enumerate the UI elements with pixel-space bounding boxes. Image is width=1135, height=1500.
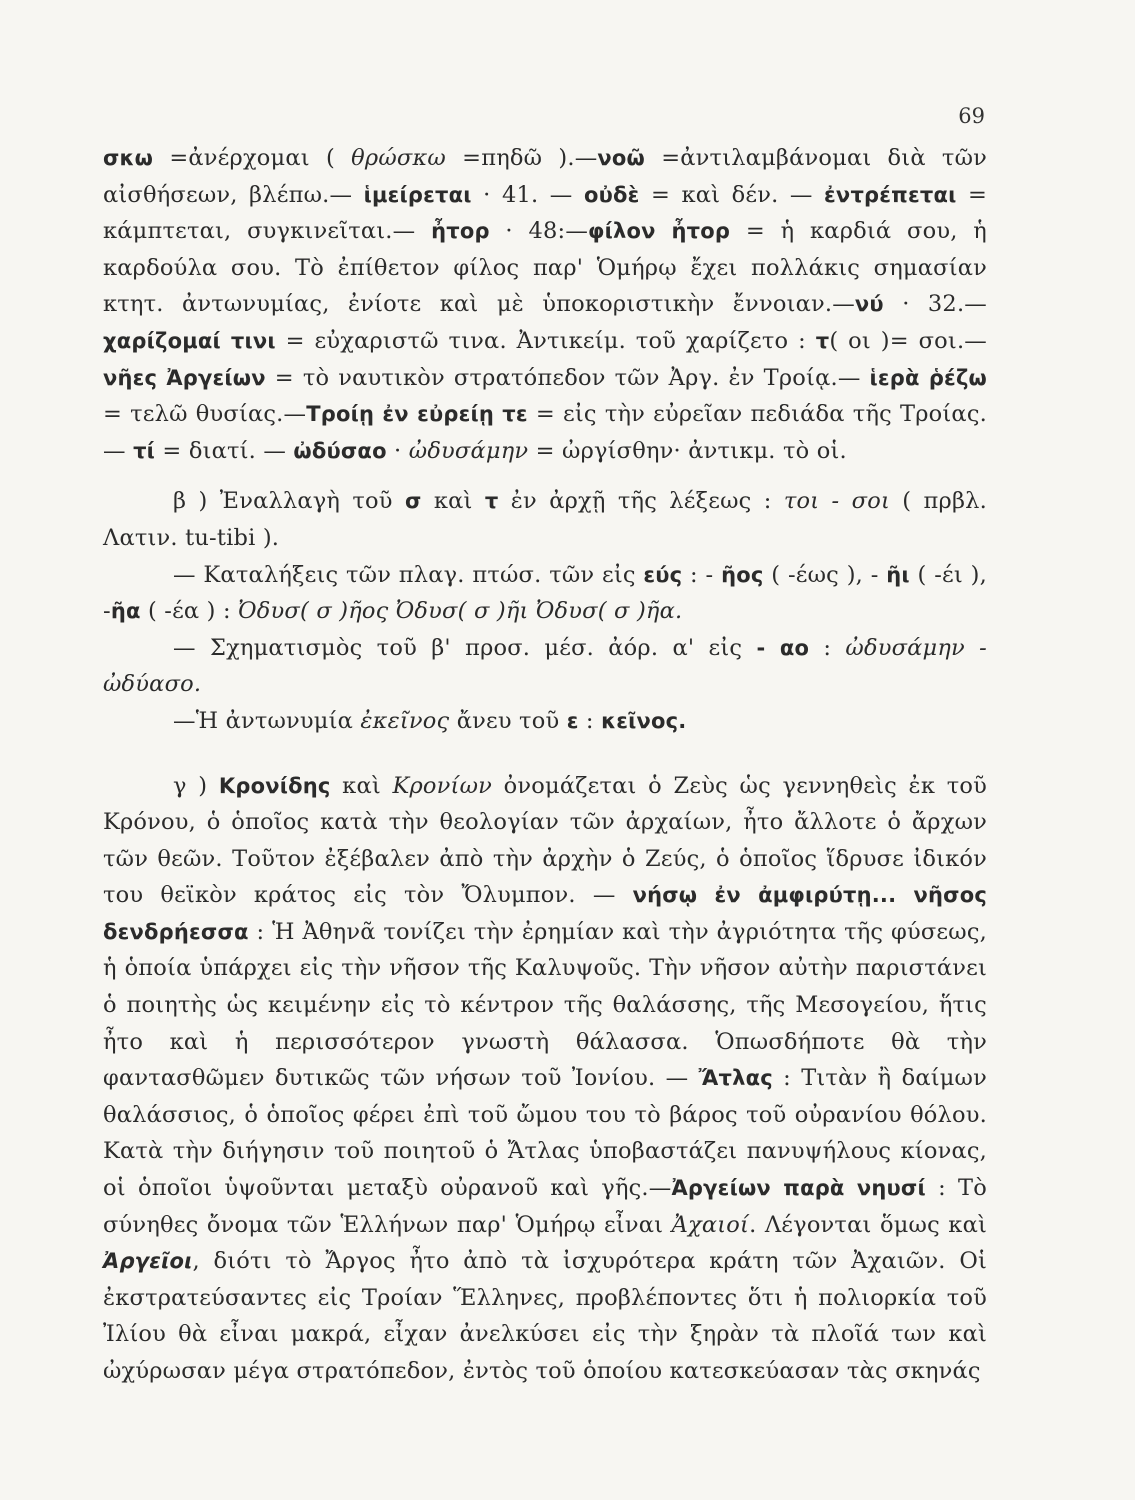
text-run: καὶ — [330, 772, 393, 799]
text-run: = καὶ δέν. — — [639, 181, 825, 208]
bold-term: ῆι — [886, 562, 910, 587]
text-run: = τὸ ναυτικὸν στρατόπεδον τῶν Ἀργ. ἐν Τροίᾳ.— — [265, 364, 870, 391]
bold-term: χαρίζομαί τινι — [103, 328, 276, 353]
text-run: · 32.— — [883, 291, 988, 318]
bold-term: τί — [133, 438, 156, 463]
text-run: β ) Ἐναλλαγὴ τοῦ — [173, 488, 405, 515]
text-run: ὀνομάζεται ὁ Ζεὺς ὡς γεννηθεὶς ἐκ τοῦ Κρόνου, ὁ ὁποῖος κατὰ τὴν θεολογίαν τῶν ἀρχαίων, ἦτο ἄλλοτε ὁ ἄρχων τῶν θεῶν. Τοῦτον ἐξέβαλεν ἀπὸ τὴν ἀρχὴν ὁ Ζεύς, ὁ ὁποῖος ἵδρυσε ἰδικόν του θεϊκὸν κράτος εἰς τὸν Ὄλυμπον. — — [103, 772, 987, 909]
text-run: ( οι )= σοι.— — [829, 327, 987, 354]
text-run: = κάμπτεται, συγκινεῖται.— — [103, 181, 987, 245]
italic-term: ὠδυσάμην - ὠδύασο. — [103, 634, 987, 698]
text-run: , διότι τὸ Ἄργος ἦτο ἀπὸ τὰ ἰσχυρότερα κράτη τῶν Ἀχαιῶν. Οἱ ἐκστρατεύσαντες εἰς Τροίαν Ἕλληνες, προβλέποντες ὅτι ἡ πολιορκία τοῦ Ἰλίου θὰ εἶναι μακρά, εἶχαν ἀνελκύσει εἰς τὴν ξηρὰν τὰ πλοῖά των καὶ ὠχύρωσαν μέγα στρατόπεδον, ἐντὸς τοῦ ὁποίου κατεσκεύασαν τὰς σκηνάς — [103, 1248, 987, 1384]
text-run: —Ἡ ἀντωνυμία — [173, 707, 361, 734]
bold-term: Κρονίδης — [218, 773, 331, 798]
text-run: = διατί. — — [155, 437, 294, 464]
bold-term: νῆες Ἀργείων — [103, 365, 266, 390]
bold-term: Ἄτλας — [698, 1066, 773, 1091]
text-run: ( -έα ) : — [140, 598, 239, 625]
bold-term: - αο — [756, 635, 810, 660]
bold-term: νήσῳ ἐν ἀμφιρύτῃ... νῆσος δενδρήεσσα — [103, 883, 987, 944]
italic-term: Ὀδυσ( σ )ῆος Ὀδυσ( σ )ῆι Ὀδυσ( σ )ῆα. — [238, 598, 683, 625]
text-run: : — [578, 707, 602, 734]
italic-term: Ἀχαιοί — [671, 1211, 750, 1238]
text-run: =ἀντιλαμβάνομαι διὰ τῶν αἰσθήσεων, βλέπω.— — [103, 145, 987, 208]
text-run: · — [386, 437, 409, 464]
bold-term: σκω — [103, 146, 154, 170]
bold-term: ῆα — [110, 599, 141, 624]
bold-term: ὠδύσαο — [293, 438, 387, 463]
text-run: — Καταλήξεις τῶν πλαγ. πτώσ. τῶν εἰς — [173, 561, 644, 588]
text-run: καὶ — [421, 488, 485, 515]
paragraph-p1 — [103, 140, 987, 469]
bold-term: κεῖνος. — [601, 708, 687, 733]
bold-term: ἦτορ — [431, 219, 490, 244]
paragraph-p5 — [103, 703, 987, 740]
bold-term: ἐντρέπεται — [824, 182, 957, 207]
text-run: — Σχηματισμὸς τοῦ β' προσ. μέσ. ἀόρ. α' εἰς — [173, 634, 757, 661]
text-run: ( πρβλ. Λατιν. tu-tibi ). — [103, 488, 987, 551]
text-run: = εὐχαριστῶ τινα. Ἀντικείμ. τοῦ χαρίζετο : — [275, 327, 816, 354]
paragraph-p2 — [103, 483, 987, 556]
bold-term: νύ — [854, 292, 884, 317]
text-run: : Ἡ Ἀθηνᾶ τονίζει τὴν ἐρημίαν καὶ τὴν ἀγριότητα τῆς φύσεως, ἡ ὁποία ὑπάρχει εἰς τὴν νῆσον τῆς Καλυψοῦς. Τὴν νῆσον αὐτὴν παριστάνει ὁ ποιητὴς ὡς κειμένην εἰς τὸ κέντρον τῆς θαλάσσης, τῆς Μεσογείου, ἥτις ἦτο καὶ ἡ περισσότερον γνωστὴ θάλασσα. Ὁπωσδήποτε θὰ τὴν φαντασθῶμεν δυτικῶς τῶν νήσων τοῦ Ἰονίου. — — [103, 918, 987, 1092]
text-run: : - — [682, 561, 722, 588]
italic-term: Κρονίων — [392, 772, 493, 799]
bold-term: τ — [815, 328, 830, 353]
text-run: = τελῶ θυσίας.— — [103, 401, 307, 428]
text-run: : Τιτὰν ἢ δαίμων θαλάσσιος, ὁ ὁποῖος φέρει ἐπὶ τοῦ ὤμου του τὸ βάρος τοῦ οὐρανίου θόλου. Κατὰ τὴν διήγησιν τοῦ ποιητοῦ ὁ Ἄτλας ὑποβαστάζει πανυψήλους κίονας, οἱ ὁποῖοι ὑψοῦνται μεταξὺ οὐρανοῦ καὶ γῆς.— — [103, 1065, 987, 1202]
bold-term: ῆος — [721, 562, 764, 587]
bold-term: ἱμείρεται — [363, 182, 472, 207]
paragraph-p3 — [103, 557, 987, 630]
text-run: ( -έι ), - — [103, 561, 987, 625]
italic-term: ὠδυσάμην — [408, 437, 529, 464]
bold-term: σ — [405, 489, 422, 514]
text-run: = εἰς τὴν εὐρεῖαν πεδιάδα τῆς Τροίας. — — [103, 401, 987, 464]
paragraph-p6 — [103, 768, 987, 1390]
text-run: · 41. — — [471, 181, 584, 208]
bold-term: Ἀργείων παρὰ νηυσί — [671, 1176, 926, 1201]
bold-italic-term: Ἀργεῖοι — [103, 1249, 193, 1274]
text-run: = ἡ καρδιά σου, ἡ καρδούλα σου. Τὸ ἐπίθετον φίλος παρ' Ὁμήρῳ ἔχει πολλάκις σημασίαν κτητ. ἀντωνυμίας, ἐνίοτε καὶ μὲ ὑποκοριστικὴν ἔννοιαν.— — [103, 218, 987, 318]
text-run: : Τὸ σύνηθες ὄνομα τῶν Ἑλλήνων παρ' Ὁμήρῳ εἶναι — [103, 1175, 987, 1238]
page-number: 69 — [958, 104, 985, 128]
bold-term: τ — [484, 489, 499, 514]
bold-term: ἱερὰ ῥέζω — [869, 365, 988, 390]
bold-term: Τροίῃ ἐν εὐρείῃ τε — [306, 402, 528, 427]
text-run: ἐν ἀρχῇ τῆς λέξεως : — [498, 488, 784, 515]
text-run: ἄνευ τοῦ — [449, 707, 567, 734]
text-run: ( -έως ), - — [763, 561, 887, 588]
bold-term: οὐδὲ — [583, 182, 640, 207]
text-run: · 48:— — [489, 218, 589, 245]
text-run: =ἀνέρχομαι ( — [153, 145, 352, 171]
bold-term: ε — [566, 708, 579, 733]
italic-term: τοι - σοι — [783, 488, 890, 515]
bold-term: νοῶ — [597, 146, 646, 170]
bold-term: εύς — [643, 562, 683, 587]
paragraph-p4 — [103, 630, 987, 703]
text-run: . Λέγονται ὅμως καὶ — [749, 1211, 987, 1238]
bold-term: φίλον ἦτορ — [588, 219, 731, 244]
italic-term: θρώσκω — [351, 145, 446, 171]
text-run: : — [809, 634, 846, 661]
italic-term: ἐκεῖνος — [360, 707, 450, 734]
commentary-text — [103, 140, 987, 1390]
text-run: = ὠργίσθην· ἀντικμ. τὸ οἱ. — [528, 437, 847, 464]
text-run: γ ) — [173, 772, 219, 799]
text-run: =πηδῶ ).— — [445, 145, 598, 171]
